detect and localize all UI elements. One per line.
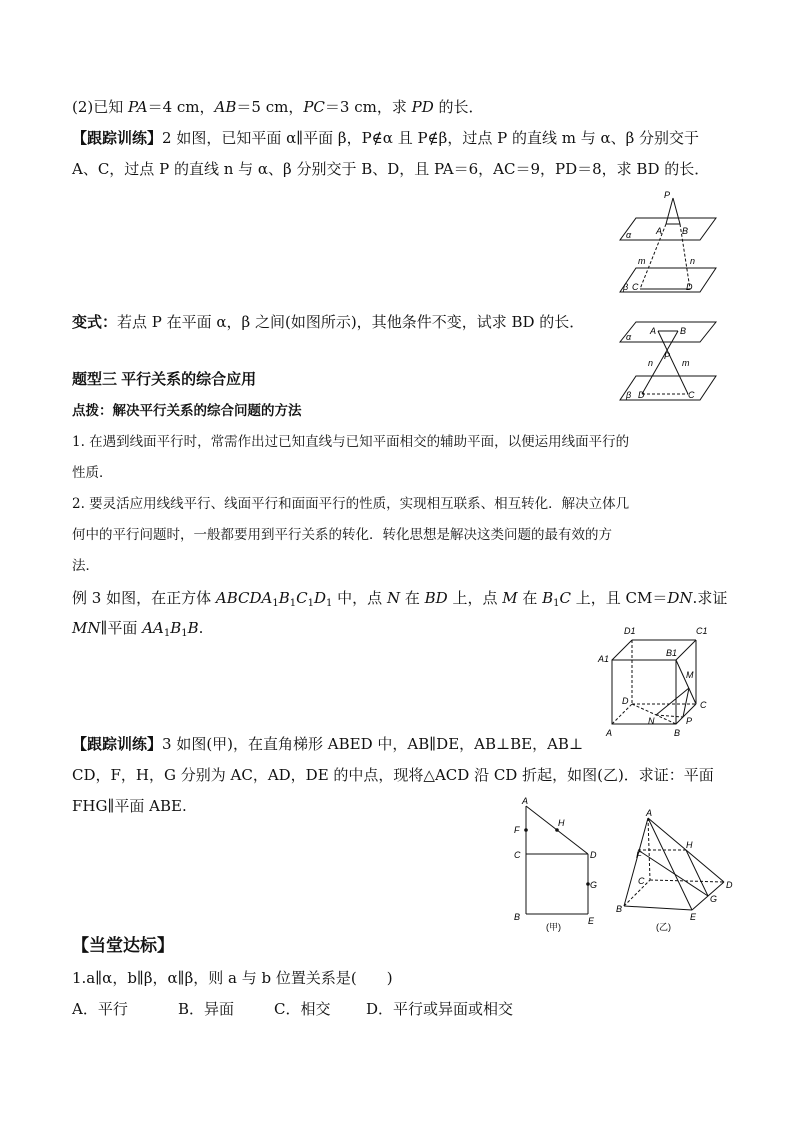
option-d: D．平行或异面或相交 (366, 1000, 514, 1018)
yi-label-a: A (646, 808, 653, 818)
variant-line (72, 312, 584, 332)
fig1-label-alpha: α (626, 230, 632, 240)
ex3-2a: MN (72, 619, 101, 637)
cube-label-c1: C1 (696, 626, 708, 636)
topic3-p2c (72, 556, 99, 576)
topic3-p2c-text: 法． (72, 558, 99, 574)
ex3-l: N (386, 589, 401, 607)
topic3-p2a (72, 494, 629, 514)
ex3-d: 1 (272, 598, 279, 609)
topic3-p2a-text: 2. 要灵活应用线线平行、线面平行和面面平行的性质，实现相互联系、相互转化．解决立体几 (72, 496, 630, 512)
topic3-tip-title (72, 401, 302, 421)
figure-planes-external-p (618, 186, 718, 298)
figure-planes-internal-p (618, 316, 718, 404)
ex3-2c: AA (142, 619, 164, 637)
topic3-title (72, 370, 256, 390)
example3-line2 (72, 618, 203, 638)
track2-label: 【跟踪训练】 (72, 129, 163, 147)
ex3-j: 1 (326, 598, 333, 609)
question-2-text (72, 97, 484, 117)
jia-label-g: G (590, 880, 598, 890)
fig2-label-beta: β (626, 390, 632, 400)
track3-text1: 3 如图(甲)，在直角梯形 ABED 中，AB∥DE，AB⊥BE，AB⊥ (162, 735, 584, 753)
ex3-2f: 1 (181, 628, 188, 639)
q2-suffix: 的长． (433, 98, 484, 116)
jia-label-d: D (590, 850, 597, 860)
ex3-2b: ∥平面 (100, 619, 143, 637)
ex3-i: D (313, 589, 327, 607)
yi-caption: (乙) (656, 922, 671, 932)
jia-label-e: E (588, 916, 595, 926)
ex3-a: 例 3 如图，在正方体 (72, 589, 216, 607)
topic3-title-text: 题型三 平行关系的综合应用 (72, 371, 257, 388)
yi-label-g: G (710, 894, 718, 904)
q2-pc-val: ＝3 cm，求 (324, 98, 412, 116)
fig1-label-p: P (664, 190, 671, 200)
topic3-p1a (72, 432, 629, 452)
jia-label-f: F (514, 825, 520, 835)
topic3-tip-title-text: 点拨：解决平行关系的综合问题的方法 (72, 403, 302, 419)
q2-pa-val: ＝4 cm， (147, 98, 215, 116)
ex3-b: ABCD (215, 589, 262, 607)
track3-line1 (72, 734, 583, 754)
classwork-options (72, 999, 513, 1019)
yi-label-d: D (726, 880, 733, 890)
ex3-g: C (296, 589, 308, 607)
fig1-label-m: m (638, 256, 646, 266)
figure-yi (612, 808, 738, 936)
ex3-s: 1 (553, 598, 560, 609)
fig2-label-alpha: α (626, 332, 632, 342)
jia-label-c: C (514, 850, 521, 860)
ex3-u: 上，且 CM＝ (571, 589, 668, 607)
q2-pa: PA (128, 98, 148, 116)
q2-ab-val: ＝5 cm， (236, 98, 304, 116)
option-c: C．相交 (274, 1000, 331, 1018)
ex3-o: 上，点 (447, 589, 503, 607)
ex3-2g: B (187, 619, 199, 637)
fig2-label-c: C (688, 390, 695, 400)
topic3-p1a-text: 1. 在遇到线面平行时，常需作出过已知直线与已知平面相交的辅助平面，以便运用线面平行的 (72, 434, 630, 450)
fig1-label-c: C (632, 282, 639, 292)
q2-ab: AB (214, 98, 237, 116)
topic3-p1b (72, 463, 113, 483)
fig2-label-a: A (650, 326, 657, 336)
topic3-p2b (72, 525, 612, 545)
ex3-w: .求证 (692, 589, 728, 607)
topic3-p2b-text: 何中的平行问题时，一般都要用到平行关系的转化．转化思想是解决这类问题的最有效的方 (72, 527, 612, 543)
variant-label: 变式： (72, 313, 118, 331)
classwork-title (72, 936, 174, 956)
figure-jia (510, 796, 610, 934)
classwork-q1 (72, 968, 393, 988)
fig2-label-d: D (638, 390, 645, 400)
q2-prefix: (2)已知 (72, 98, 129, 116)
jia-caption: (甲) (546, 922, 561, 932)
ex3-c: A (261, 589, 273, 607)
cube-label-d1: D1 (624, 626, 636, 636)
fig2-label-p: P (664, 351, 671, 361)
track2-text1: 2 如图，已知平面 α∥平面 β，P∉α 且 P∉β，过点 P 的直线 m 与 α、β 分别交于 (162, 129, 700, 147)
yi-label-f: F (636, 850, 642, 860)
fig1-label-b: B (682, 226, 689, 236)
ex3-v: DN (667, 589, 693, 607)
track2-line2 (72, 159, 709, 179)
ex3-2h: . (198, 619, 204, 637)
ex3-f: 1 (289, 598, 297, 609)
cube-label-c: C (700, 700, 707, 710)
classwork-title-text: 【当堂达标】 (72, 936, 174, 955)
yi-label-h: H (686, 840, 693, 850)
cube-label-b: B (674, 728, 681, 738)
fig2-label-m: m (682, 358, 690, 368)
jia-label-b: B (514, 912, 521, 922)
track3-text3: FHG∥平面 ABE. (72, 797, 187, 815)
example3-line1 (72, 588, 727, 608)
track2-line1 (72, 128, 699, 148)
track3-line3 (72, 796, 187, 816)
track3-text2: CD，F，H，G 分别为 AC，AD，DE 的中点，现将△ACD 沿 CD 折起，如图(乙)．求证：平面 (72, 766, 714, 784)
jia-label-h: H (558, 818, 565, 828)
ex3-h: 1 (307, 598, 314, 609)
topic3-p1b-text: 性质． (72, 465, 113, 481)
cube-label-b1: B1 (666, 648, 678, 658)
yi-label-e: E (690, 912, 697, 922)
option-b: B．异面 (178, 1000, 235, 1018)
variant-text: 若点 P 在平面 α，β 之间(如图所示)，其他条件不变，试求 BD 的长． (117, 313, 585, 331)
ex3-2d: 1 (163, 628, 171, 639)
ex3-n: BD (424, 589, 448, 607)
cube-label-d: D (622, 696, 629, 706)
ex3-e: B (278, 589, 290, 607)
ex3-m: 在 (400, 589, 425, 607)
figure-cube (596, 620, 716, 740)
track2-text2: A、C，过点 P 的直线 n 与 α、β 分别交于 B、D，且 PA＝6，AC＝9，PD＝8，求 BD 的长． (72, 160, 710, 178)
jia-label-a: A (522, 796, 529, 806)
cube-label-a1: A1 (598, 654, 610, 664)
yi-label-c: C (638, 876, 645, 886)
cube-label-m: M (686, 670, 694, 680)
fig2-label-b: B (680, 326, 687, 336)
cube-label-a: A (606, 728, 613, 738)
q2-pc: PC (303, 98, 325, 116)
ex3-p: M (502, 589, 518, 607)
option-a: A．平行 (72, 1000, 128, 1018)
q2-pd: PD (411, 98, 434, 116)
fig2-label-n: n (648, 358, 654, 368)
track3-label: 【跟踪训练】 (72, 735, 163, 753)
fig1-label-d: D (686, 282, 693, 292)
ex3-r: B (542, 589, 554, 607)
track3-line2 (72, 765, 714, 785)
cube-label-p: P (686, 716, 693, 726)
classwork-q1-text: 1.a∥α，b∥β，α∥β，则 a 与 b 位置关系是( ) (72, 969, 393, 987)
ex3-2e: B (170, 619, 182, 637)
fig1-label-a: A (656, 226, 663, 236)
yi-label-b: B (616, 904, 623, 914)
ex3-q: 在 (517, 589, 543, 607)
cube-label-n: N (648, 716, 655, 726)
fig1-label-beta: β (623, 282, 629, 292)
fig1-label-n: n (690, 256, 696, 266)
ex3-t: C (559, 589, 572, 607)
ex3-k: 中，点 (332, 589, 387, 607)
